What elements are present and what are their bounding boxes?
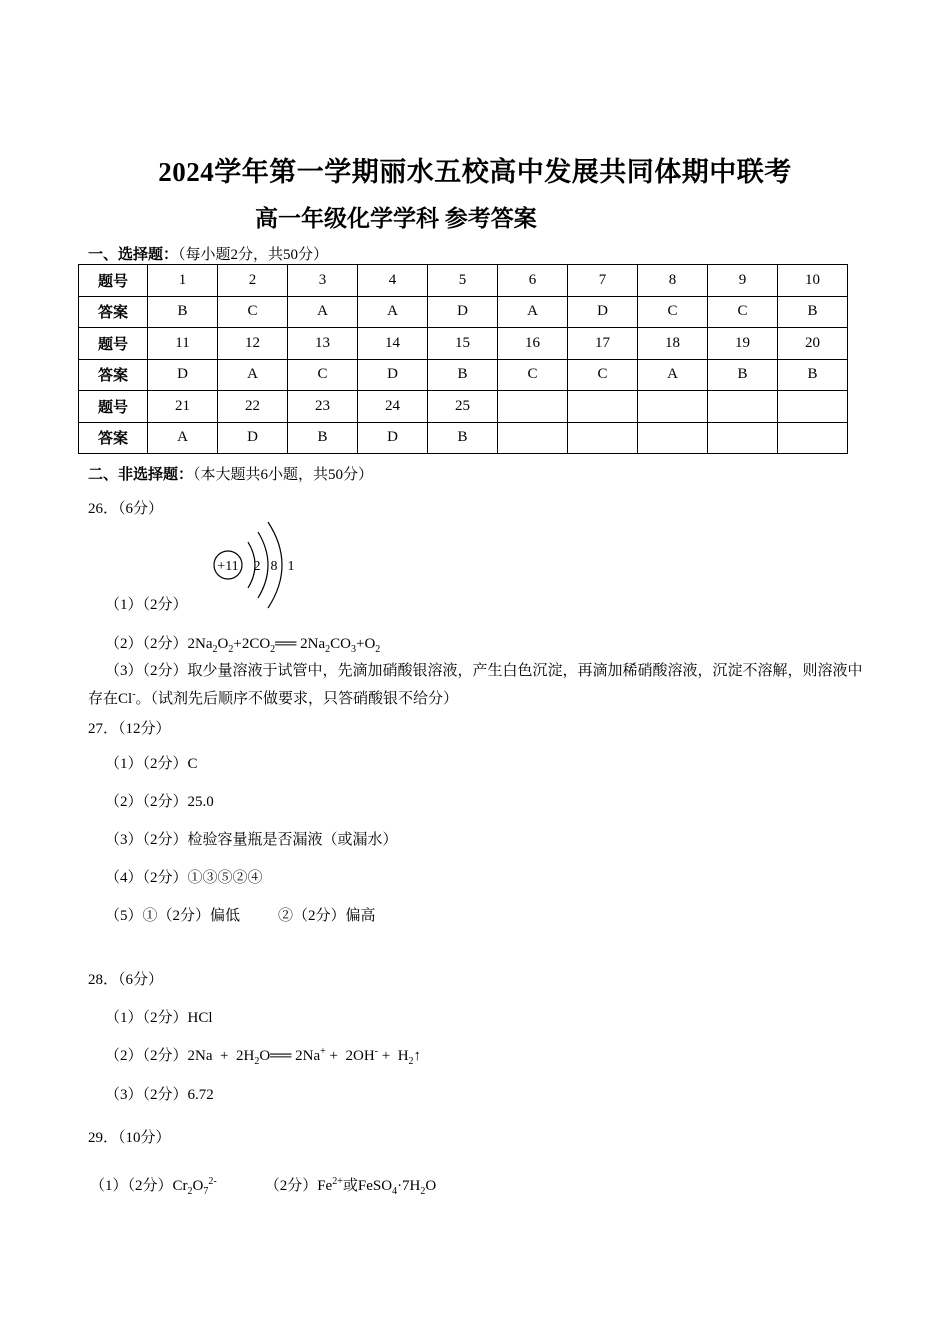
answer-cell: D (568, 296, 638, 328)
answer-cell: A (148, 422, 218, 454)
q27-part2: （2）（2分）25.0 (105, 794, 214, 810)
q28-heading: 28．（6分） (88, 972, 164, 988)
question-row-header: 题号 (79, 328, 148, 360)
q26-part1: （1）（2分） (105, 597, 188, 613)
q29-heading: 29．（10分） (88, 1130, 171, 1146)
question-row (79, 391, 848, 423)
q29-part1b-answer-a: $Fe^{2+}$ (317, 1176, 343, 1194)
question-cell (778, 391, 848, 423)
page-subtitle: 高一年级化学学科 参考答案 (255, 206, 537, 231)
section-choice-note: （每小题2分，共50分） (178, 247, 329, 263)
q29-part1-prefix: （1）（2分） (90, 1178, 173, 1194)
question-cell: 11 (148, 328, 218, 360)
q26-part3-text: （3）（2分）取少量溶液于试管中，先滴加硝酸银溶液，产生白色沉淀，再滴加稀硝酸溶液，沉淀不溶解，则溶液中存在Cl (88, 663, 863, 707)
question-cell: 2 (218, 265, 288, 297)
q27-part5-a: （5）①（2分）偏低 (105, 908, 241, 924)
answer-cell: B (428, 422, 498, 454)
question-cell: 4 (358, 265, 428, 297)
answer-cell (708, 422, 778, 454)
question-cell: 21 (148, 391, 218, 423)
q26-part2-equation: $2Na_2O_2+2CO_2══$ $2Na_2CO_3+O_2$ (187, 636, 381, 655)
q28-part3: （3）（2分）6.72 (105, 1087, 214, 1103)
q26-part2-prefix: （2）（2分） (105, 636, 188, 652)
shell-electrons-3: 1 (287, 559, 295, 574)
q29-part1b-answer-b: $FeSO_4\cdot 7H_2O$ (357, 1178, 437, 1197)
q27-part3: （3）（2分）检验容量瓶是否漏液（或漏水） (105, 832, 398, 848)
q29-part1-answer: $Cr_2O_7^{2-}$ (172, 1176, 217, 1197)
q27-part4: （4）（2分）①③⑤②④ (105, 870, 263, 886)
question-cell: 14 (358, 328, 428, 360)
answer-cell: D (358, 422, 428, 454)
question-cell: 17 (568, 328, 638, 360)
q27-heading: 27．（12分） (88, 721, 171, 737)
answer-row-header: 答案 (79, 422, 148, 454)
answer-cell: A (218, 359, 288, 391)
answer-cell: D (428, 296, 498, 328)
answer-cell (568, 422, 638, 454)
answer-cell: B (148, 296, 218, 328)
question-cell: 25 (428, 391, 498, 423)
question-cell (708, 391, 778, 423)
answer-cell: C (638, 296, 708, 328)
answer-cell: B (778, 359, 848, 391)
q26-part3 (88, 659, 863, 711)
question-row (79, 265, 848, 297)
q28-part2-prefix: （2）（2分） (105, 1048, 188, 1064)
question-cell (568, 391, 638, 423)
page-title: 2024学年第一学期丽水五校高中发展共同体期中联考 (158, 157, 792, 187)
question-cell (498, 391, 568, 423)
q29-part1b-or: 或 (342, 1178, 358, 1194)
question-cell: 22 (218, 391, 288, 423)
answer-cell: A (358, 296, 428, 328)
answer-cell: C (568, 359, 638, 391)
answer-cell: A (288, 296, 358, 328)
chloride-charge: - (132, 689, 136, 700)
answer-row (79, 296, 848, 328)
answer-cell: B (708, 359, 778, 391)
question-row (79, 328, 848, 360)
q26-part2 (105, 632, 380, 655)
answer-table (78, 264, 848, 454)
sodium-atom-structure-diagram (210, 520, 310, 610)
answer-cell (778, 422, 848, 454)
question-cell: 19 (708, 328, 778, 360)
question-cell: 8 (638, 265, 708, 297)
section-nonchoice-note: （本大题共6小题，共50分） (193, 467, 374, 483)
section-nonchoice-label: 二、非选择题： (88, 467, 194, 483)
shell-electrons-2: 8 (270, 559, 278, 574)
section-nonchoice-heading (88, 463, 373, 484)
nucleus-charge: +11 (217, 559, 239, 574)
answer-row-header: 答案 (79, 359, 148, 391)
answer-cell (498, 422, 568, 454)
question-cell: 5 (428, 265, 498, 297)
q27-part1: （1）（2分）C (105, 756, 198, 772)
question-cell: 10 (778, 265, 848, 297)
question-cell: 3 (288, 265, 358, 297)
q28-part1: （1）（2分）HCl (105, 1010, 213, 1026)
answer-cell: D (148, 359, 218, 391)
q26-heading: 26．（6分） (88, 501, 164, 517)
question-cell: 16 (498, 328, 568, 360)
answer-cell: C (708, 296, 778, 328)
q28-part2-equation: $2Na + 2H_2O══$ $2Na^+ + 2OH^- + H_2↑$ (187, 1046, 422, 1067)
question-cell: 18 (638, 328, 708, 360)
answer-row-header: 答案 (79, 296, 148, 328)
q27-part5 (105, 904, 376, 925)
question-cell: 12 (218, 328, 288, 360)
answer-cell: C (498, 359, 568, 391)
question-cell: 13 (288, 328, 358, 360)
q26-part3-note: 。（试剂先后顺序不做要求，只答硝酸银不给分） (135, 691, 459, 707)
q28-part2 (105, 1044, 421, 1067)
answer-cell: D (218, 422, 288, 454)
section-choice-heading (88, 243, 328, 264)
shell-electrons-1: 2 (253, 559, 261, 574)
question-cell: 20 (778, 328, 848, 360)
q29-part1b-prefix: （2分） (264, 1178, 318, 1194)
answer-cell: C (218, 296, 288, 328)
question-row-header: 题号 (79, 265, 148, 297)
question-cell: 6 (498, 265, 568, 297)
answer-cell: B (778, 296, 848, 328)
section-choice-label: 一、选择题： (88, 247, 179, 263)
answer-cell: D (358, 359, 428, 391)
question-row-header: 题号 (79, 391, 148, 423)
answer-cell: C (288, 359, 358, 391)
question-cell: 1 (148, 265, 218, 297)
q27-part5-b: ②（2分）偏高 (278, 908, 376, 924)
question-cell: 7 (568, 265, 638, 297)
question-cell: 23 (288, 391, 358, 423)
answer-row (79, 359, 848, 391)
answer-cell (638, 422, 708, 454)
q29-part1 (90, 1174, 436, 1197)
question-cell: 15 (428, 328, 498, 360)
question-cell (638, 391, 708, 423)
answer-row (79, 422, 848, 454)
question-cell: 24 (358, 391, 428, 423)
question-cell: 9 (708, 265, 778, 297)
answer-cell: B (288, 422, 358, 454)
answer-cell: B (428, 359, 498, 391)
answer-cell: A (638, 359, 708, 391)
answer-cell: A (498, 296, 568, 328)
